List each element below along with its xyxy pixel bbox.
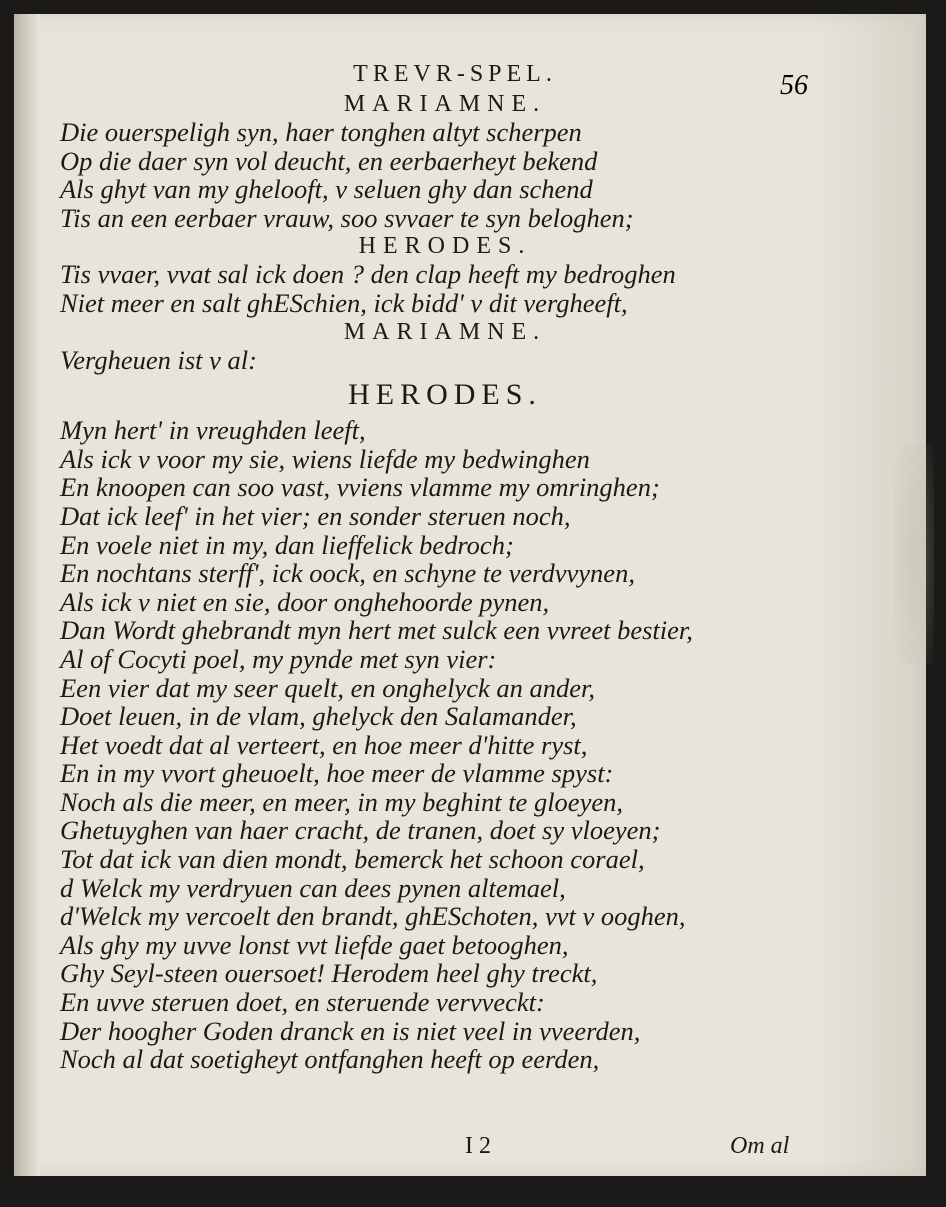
verse-line: Noch als die meer, en meer, in my beghint te gloeyen, — [60, 786, 623, 817]
verse-line: Vergheuen ist v al: — [60, 344, 257, 375]
speaker-heading: HERODES. — [348, 378, 542, 412]
verse-line: En uvve steruen doet, en steruende vervveckt: — [60, 987, 545, 1018]
verse-line: Tis an een eerbaer vrauw, soo svvaer te syn beloghen; — [60, 202, 634, 233]
verse-line: Tot dat ick van dien mondt, bemerck het schoon corael, — [60, 844, 645, 875]
verse-line: Ghetuyghen van haer cracht, de tranen, doet sy vloeyen; — [60, 815, 661, 846]
verse-line: Dat ick leef' in het vier; en sonder steruen noch, — [60, 500, 571, 531]
dialogue — [60, 90, 830, 1074]
verse-line: d'Welck my vercoelt den brandt, ghESchoten, vvt v ooghen, — [60, 901, 686, 932]
verse-line: Doet leuen, in de vlam, ghelyck den Salamander, — [60, 701, 577, 732]
verse-line: Als ghy my uvve lonst vvt liefde gaet betooghen, — [60, 929, 569, 960]
page-gutter — [14, 14, 40, 1176]
verse-line: Der hoogher Goden dranck en is niet veel in vveerden, — [60, 1015, 641, 1046]
verse-line: Tis vvaer, vvat sal ick doen ? den clap heeft my bedroghen — [60, 259, 676, 290]
verse-line: Myn hert' in vreughden leeft, — [60, 415, 366, 446]
verse-line: Dan Wordt ghebrandt myn hert met sulck een vvreet bestier, — [60, 615, 693, 646]
signature-mark: I 2 — [465, 1133, 491, 1159]
verse-line: Al of Cocyti poel, my pynde met syn vier: — [60, 643, 497, 674]
page-text — [60, 58, 830, 1074]
verse-line: d Welck my verdryuen can dees pynen altemael, — [60, 872, 566, 903]
verse-line: Als ick v voor my sie, wiens liefde my bedwinghen — [60, 443, 590, 474]
speaker-heading: HERODES. — [358, 233, 532, 260]
verse-line: Ghy Seyl-steen ouersoet! Herodem heel ghy treckt, — [60, 958, 598, 989]
speaker-heading: MARIAMNE. — [343, 318, 547, 345]
page-number: 56 — [780, 70, 808, 101]
verse-line: En knoopen can soo vast, vviens vlamme my omringhen; — [60, 472, 660, 503]
verse-line: Die ouerspeligh syn, haer tonghen altyt scherpen — [60, 117, 582, 147]
verse-line: Het voedt dat al verteert, en hoe meer d'hitte ryst, — [60, 729, 588, 760]
verse-line: Niet meer en salt ghESchien, ick bidd' v dit vergheeft, — [60, 287, 628, 318]
verse-line: En voele niet in my, dan lieffelick bedroch; — [60, 529, 514, 560]
page-footer — [60, 1133, 830, 1167]
verse-line: Als ick v niet en sie, door onghehoorde pynen, — [60, 586, 550, 617]
verse-line: En in my vvort gheuoelt, hoe meer de vlamme spyst: — [60, 758, 614, 789]
verse-line: Noch al dat soetigheyt ontfanghen heeft op eerden, — [60, 1044, 600, 1075]
running-title: TREVR-SPEL. — [353, 61, 557, 87]
verse-line: Op die daer syn vol deucht, en eerbaerheyt bekend — [60, 145, 598, 176]
verse-line: Als ghyt van my ghelooft, v seluen ghy dan schend — [60, 174, 593, 205]
catchword: Om al — [730, 1133, 790, 1159]
verse-line: En nochtans sterff', ick oock, en schyne te verdvvynen, — [60, 558, 635, 589]
verse-line: Een vier dat my seer quelt, en onghelyck an ander, — [60, 672, 595, 703]
speaker-heading: MARIAMNE. — [343, 91, 547, 117]
paper-stain — [894, 444, 934, 664]
